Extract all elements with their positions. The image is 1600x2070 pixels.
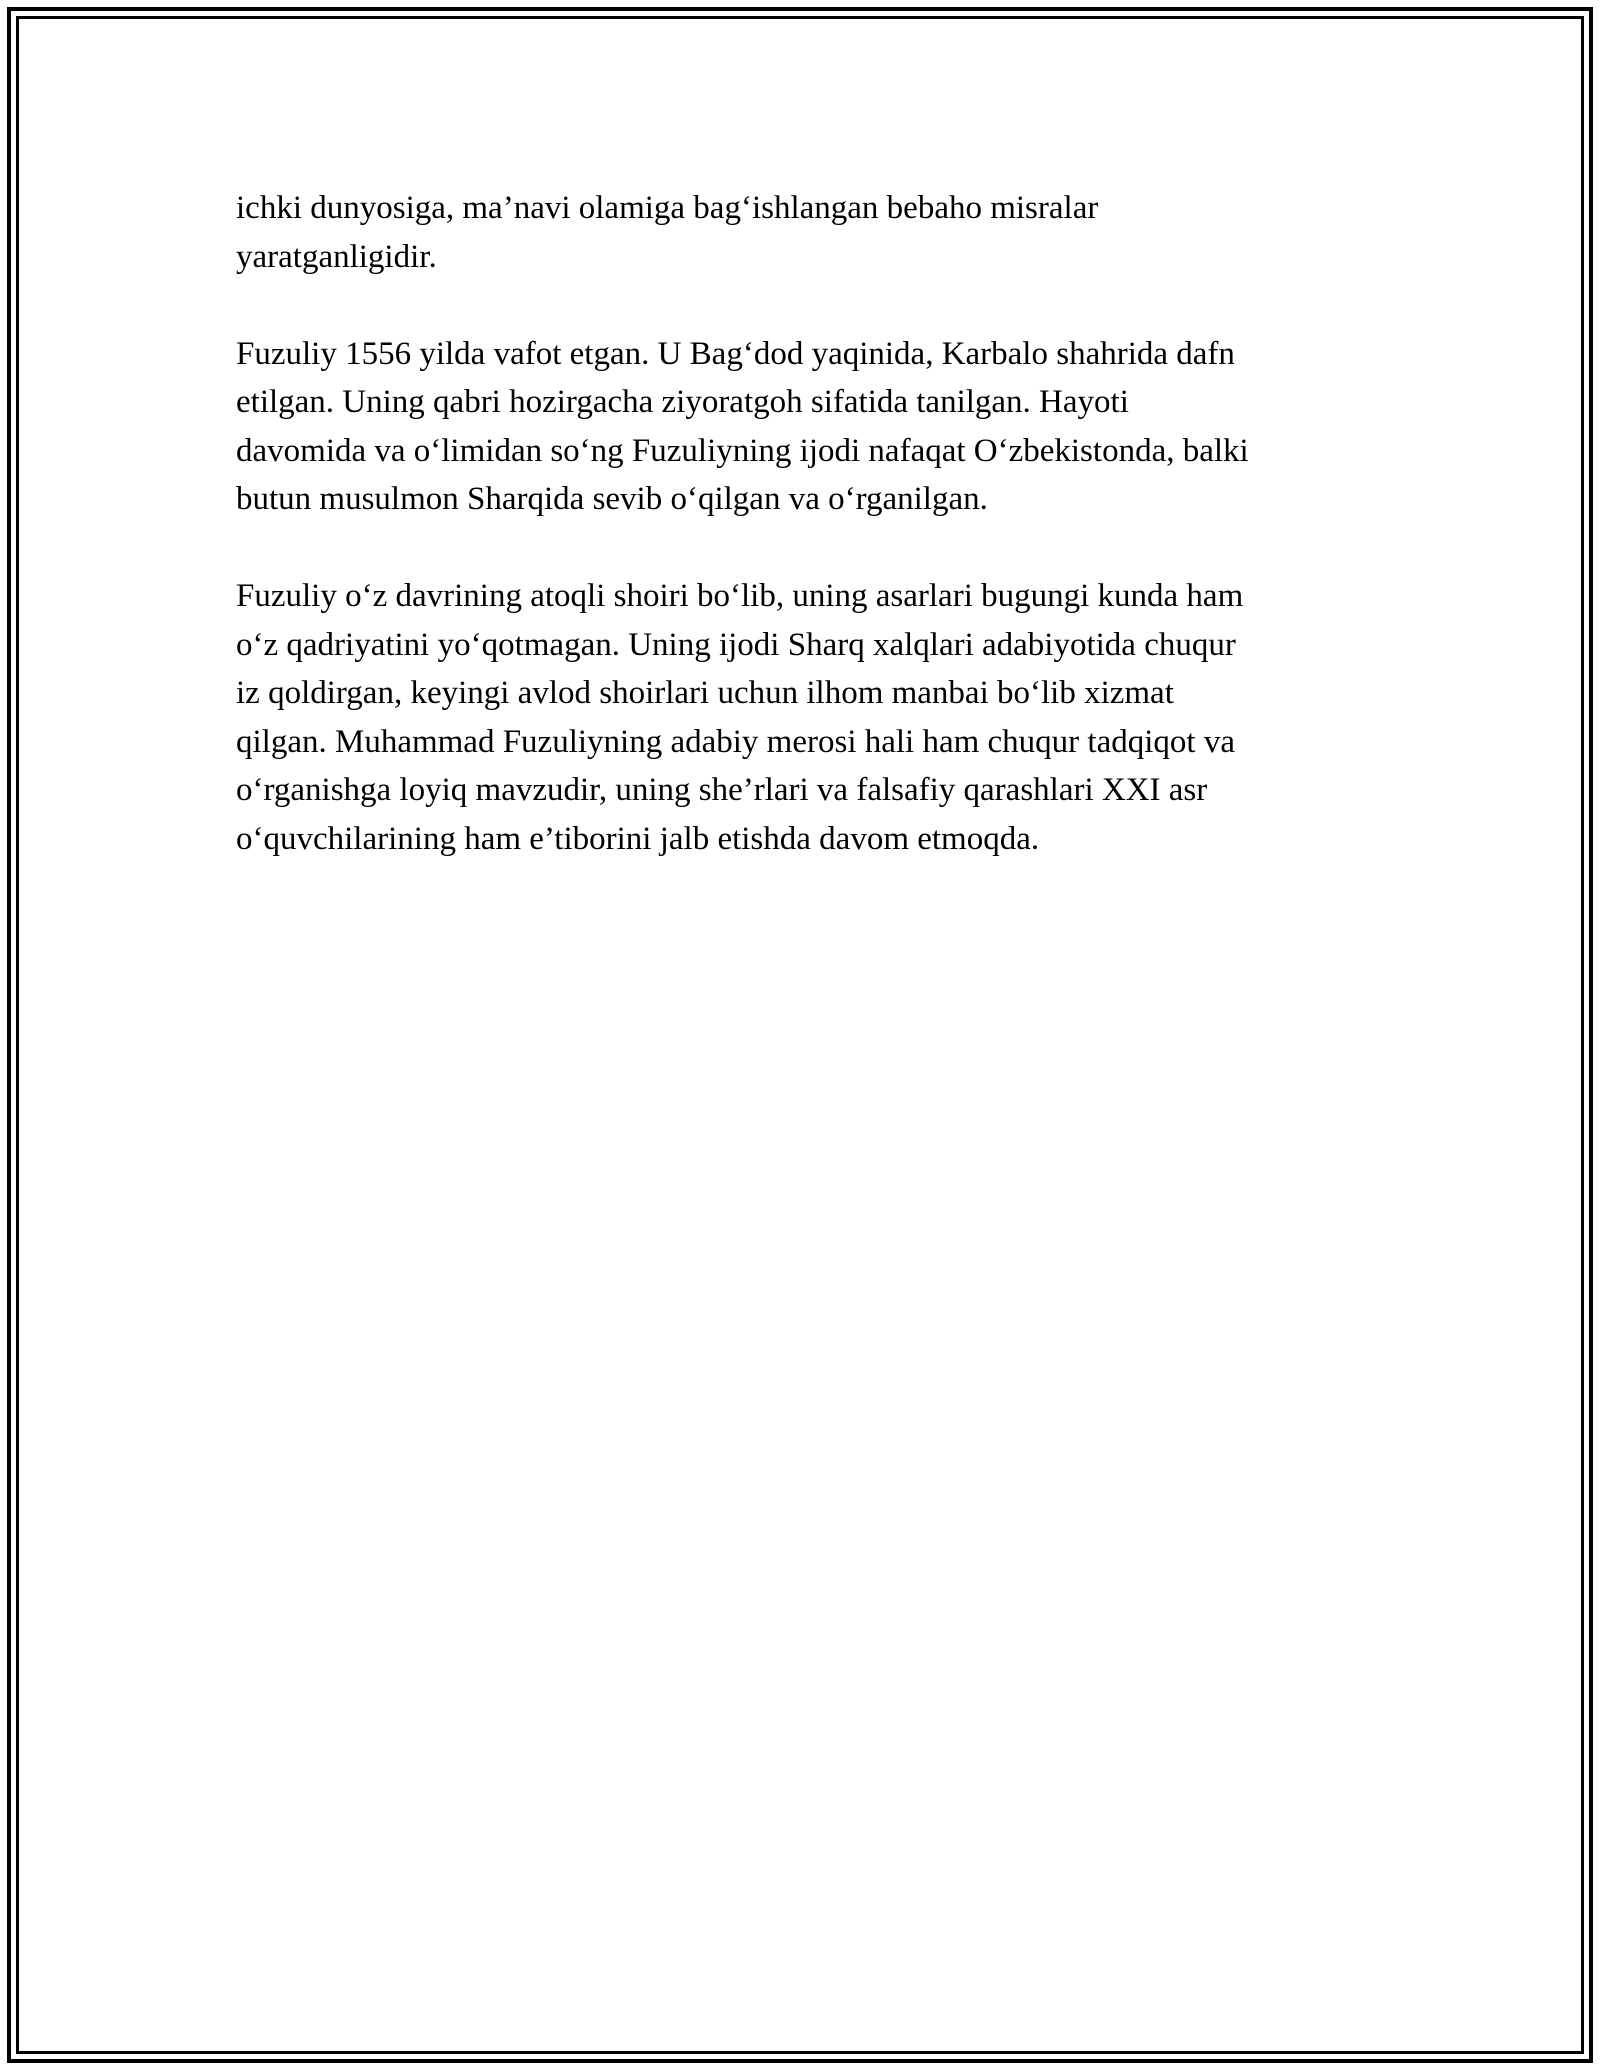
paragraph-3: Fuzuliy o‘z davrining atoqli shoiri bo‘lib, uning asarlari bugungi kunda ham o‘z qadriyatini yo‘qotmagan. Uning ijodi Sharq xalqlari adabiyotida chuqur iz qoldirgan, keyingi avlod shoirlari uchun ilhom manbai bo‘lib xizmat qilgan. Muhammad Fuzuliyning adabiy merosi hali ham chuqur tadqiqot va o‘rganishga loyiq mavzudir, uning she’rlari va falsafiy qarashlari XXI asr o‘quvchilarining ham e’tiborini jalb etishda davom etmoqda. bbox=[236, 578, 1244, 857]
paragraph-2: Fuzuliy 1556 yilda vafot etgan. U Bag‘dod yaqinida, Karbalo shahrida dafn etilgan. Uning qabri hozirgacha ziyoratgoh sifatida tanilgan. Hayoti davomida va o‘limidan so‘ng Fuzuliyning ijodi nafaqat O‘zbekistonda, balki butun musulmon Sharqida sevib o‘qilgan va o‘rganilgan. bbox=[236, 335, 1249, 517]
paragraph-1: ichki dunyosiga, ma’navi olamiga bag‘ishlangan bebaho misralar yaratganligidir. bbox=[236, 190, 1099, 275]
document-body bbox=[236, 184, 1376, 912]
